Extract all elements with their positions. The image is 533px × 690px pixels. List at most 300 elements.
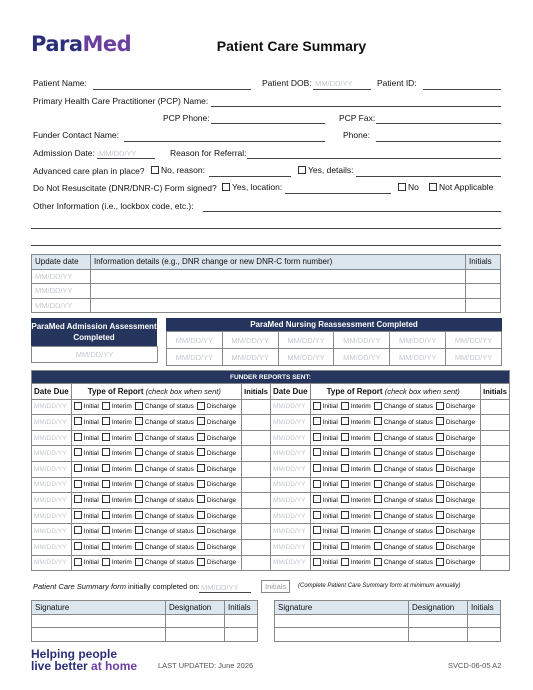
date-due-cell[interactable]: MM/DD/YY <box>270 524 310 540</box>
initials-cell[interactable] <box>466 284 501 299</box>
table-row <box>32 493 510 509</box>
patient-id-field[interactable] <box>423 89 501 90</box>
report-type-option[interactable]: Initial <box>313 419 338 426</box>
checkbox-icon[interactable] <box>135 495 143 503</box>
checkbox-icon[interactable] <box>374 402 382 410</box>
report-type-option[interactable]: Change of status <box>374 435 433 442</box>
reason-referral-field[interactable] <box>247 158 501 159</box>
date-due-cell[interactable]: MM/DD/YY <box>270 461 310 477</box>
completed-date-field[interactable] <box>199 592 251 593</box>
checkbox-icon[interactable] <box>102 448 110 456</box>
report-type-option[interactable]: Discharge <box>436 497 475 504</box>
dnr-location-field[interactable] <box>285 193 391 194</box>
checkbox-icon[interactable] <box>102 417 110 425</box>
patient-name-field[interactable] <box>93 89 251 90</box>
admission-assessment-date[interactable]: MM/DD/YY <box>31 346 158 363</box>
initials-cell[interactable] <box>481 430 510 446</box>
initials-cell[interactable] <box>468 628 501 642</box>
date-due-cell[interactable]: MM/DD/YY <box>270 446 310 462</box>
checkbox-icon[interactable] <box>341 558 349 566</box>
initials-cell[interactable] <box>242 477 271 493</box>
report-type-option[interactable]: Initial <box>313 559 338 566</box>
checkbox-icon[interactable] <box>151 166 159 174</box>
patient-dob-placeholder: MM/DD/YY <box>315 79 353 88</box>
report-type-option[interactable]: Initial <box>74 513 99 520</box>
checkbox-icon[interactable] <box>197 542 205 550</box>
checkbox-icon[interactable] <box>74 511 82 519</box>
report-type-option[interactable]: Discharge <box>197 497 236 504</box>
report-type-option[interactable]: Interim <box>341 419 371 426</box>
date-due-cell[interactable]: MM/DD/YY <box>270 555 310 571</box>
checkbox-icon[interactable] <box>374 433 382 441</box>
report-type-option[interactable]: Discharge <box>197 419 236 426</box>
report-type-option[interactable]: Initial <box>313 513 338 520</box>
initials-cell[interactable] <box>242 539 271 555</box>
checkbox-icon[interactable] <box>197 480 205 488</box>
date-due-cell[interactable]: MM/DD/YY <box>32 539 72 555</box>
checkbox-icon[interactable] <box>74 433 82 441</box>
report-type-option[interactable]: Discharge <box>436 544 475 551</box>
checkbox-icon[interactable] <box>74 558 82 566</box>
checkbox-icon[interactable] <box>197 417 205 425</box>
date-due-cell[interactable]: MM/DD/YY <box>32 524 72 540</box>
report-type-option[interactable]: Change of status <box>135 450 194 457</box>
report-type-option[interactable]: Initial <box>74 435 99 442</box>
date-due-cell[interactable]: MM/DD/YY <box>270 539 310 555</box>
initials-cell[interactable] <box>481 555 510 571</box>
initials-cell[interactable] <box>481 415 510 431</box>
checkbox-icon[interactable] <box>102 526 110 534</box>
checkbox-icon[interactable] <box>135 542 143 550</box>
checkbox-icon[interactable] <box>102 511 110 519</box>
checkbox-icon[interactable] <box>197 402 205 410</box>
checkbox-icon[interactable] <box>313 433 321 441</box>
checkbox-icon[interactable] <box>436 464 444 472</box>
checkbox-icon[interactable] <box>74 542 82 550</box>
report-type-option[interactable]: Initial <box>74 528 99 535</box>
funder-reports-title: FUNDER REPORTS SENT: <box>32 371 510 384</box>
checkbox-icon[interactable] <box>197 558 205 566</box>
report-type-option[interactable]: Interim <box>102 513 132 520</box>
checkbox-icon[interactable] <box>135 526 143 534</box>
report-type-option[interactable]: Interim <box>102 481 132 488</box>
checkbox-icon[interactable] <box>436 417 444 425</box>
reassessment-date-cell[interactable]: MM/DD/YY <box>334 349 390 366</box>
checkbox-icon[interactable] <box>374 495 382 503</box>
report-type-option[interactable]: Change of status <box>374 450 433 457</box>
initials-cell[interactable] <box>242 555 271 571</box>
report-type-option[interactable]: Interim <box>341 497 371 504</box>
checkbox-icon[interactable] <box>197 495 205 503</box>
date-due-cell[interactable]: MM/DD/YY <box>270 508 310 524</box>
care-plan-yes-details-field[interactable] <box>356 176 501 177</box>
report-type-option[interactable]: Interim <box>341 559 371 566</box>
initials-cell[interactable] <box>481 399 510 415</box>
checkbox-icon[interactable] <box>374 417 382 425</box>
initials-cell[interactable] <box>242 430 271 446</box>
initials-cell[interactable] <box>242 415 271 431</box>
initials-header: Initials <box>468 601 501 615</box>
checkbox-icon[interactable] <box>374 526 382 534</box>
report-type-option[interactable]: Discharge <box>197 481 236 488</box>
report-type-option[interactable]: Initial <box>74 544 99 551</box>
date-due-cell[interactable]: MM/DD/YY <box>32 493 72 509</box>
report-type-option[interactable]: Change of status <box>135 528 194 535</box>
checkbox-icon[interactable] <box>436 542 444 550</box>
checkbox-icon[interactable] <box>102 542 110 550</box>
report-type-option[interactable]: Interim <box>341 513 371 520</box>
checkbox-icon[interactable] <box>436 511 444 519</box>
date-due-cell[interactable]: MM/DD/YY <box>32 430 72 446</box>
dnr-yes-option[interactable]: Yes, location: <box>222 182 282 192</box>
date-cell[interactable]: MM/DD/YY <box>32 298 91 313</box>
report-type-option[interactable]: Change of status <box>135 466 194 473</box>
checkbox-icon[interactable] <box>398 183 406 191</box>
report-type-option[interactable]: Change of status <box>135 481 194 488</box>
report-type-option[interactable]: Initial <box>313 466 338 473</box>
dnr-not-applicable-option[interactable]: Not Applicable <box>429 182 493 192</box>
report-type-option[interactable]: Initial <box>313 481 338 488</box>
checkbox-icon[interactable] <box>313 526 321 534</box>
initials-cell[interactable] <box>466 269 501 284</box>
checkbox-icon[interactable] <box>74 417 82 425</box>
initials-cell[interactable] <box>242 493 271 509</box>
checkbox-icon[interactable] <box>102 480 110 488</box>
other-info-line-3[interactable] <box>31 245 501 246</box>
date-due-cell[interactable]: MM/DD/YY <box>32 415 72 431</box>
checkbox-icon[interactable] <box>341 511 349 519</box>
report-type-cell <box>310 524 480 540</box>
date-cell[interactable]: MM/DD/YY <box>32 269 91 284</box>
report-type-option[interactable]: Interim <box>102 466 132 473</box>
reassessment-date-cell[interactable]: MM/DD/YY <box>167 349 223 366</box>
initials-cell[interactable] <box>225 628 258 642</box>
details-cell[interactable] <box>91 284 466 299</box>
other-info-field[interactable] <box>203 211 501 212</box>
report-type-option[interactable]: Change of status <box>135 559 194 566</box>
date-due-cell[interactable]: MM/DD/YY <box>270 415 310 431</box>
report-type-option[interactable]: Initial <box>313 497 338 504</box>
checkbox-icon[interactable] <box>74 480 82 488</box>
date-due-cell[interactable]: MM/DD/YY <box>270 399 310 415</box>
report-type-option[interactable]: Interim <box>102 528 132 535</box>
checkbox-icon[interactable] <box>436 402 444 410</box>
report-type-option[interactable]: Change of status <box>374 559 433 566</box>
report-type-option[interactable]: Discharge <box>436 528 475 535</box>
care-plan-no-option[interactable]: No, reason: <box>151 165 205 175</box>
report-type-option[interactable]: Discharge <box>436 559 475 566</box>
checkbox-icon[interactable] <box>313 448 321 456</box>
admission-date-field[interactable] <box>97 158 155 159</box>
report-type-option[interactable]: Initial <box>74 419 99 426</box>
report-type-option[interactable]: Discharge <box>197 435 236 442</box>
report-type-option[interactable]: Change of status <box>135 513 194 520</box>
initials-cell[interactable] <box>225 614 258 628</box>
checkbox-icon[interactable] <box>74 402 82 410</box>
report-type-option[interactable]: Change of status <box>374 528 433 535</box>
signature-cell[interactable] <box>32 614 166 628</box>
report-type-option[interactable]: Interim <box>102 403 132 410</box>
checkbox-icon[interactable] <box>436 558 444 566</box>
initials-cell[interactable] <box>242 399 271 415</box>
checkbox-icon[interactable] <box>135 480 143 488</box>
checkbox-icon[interactable] <box>313 402 321 410</box>
report-type-option[interactable]: Discharge <box>436 481 475 488</box>
checkbox-icon[interactable] <box>135 448 143 456</box>
checkbox-icon[interactable] <box>374 480 382 488</box>
checkbox-icon[interactable] <box>341 433 349 441</box>
checkbox-icon[interactable] <box>374 558 382 566</box>
initials-header: Initials <box>466 255 501 270</box>
report-type-option[interactable]: Discharge <box>436 419 475 426</box>
report-type-option[interactable]: Change of status <box>374 403 433 410</box>
date-due-cell[interactable]: MM/DD/YY <box>270 430 310 446</box>
checkbox-icon[interactable] <box>374 448 382 456</box>
checkbox-icon[interactable] <box>341 480 349 488</box>
initials-cell[interactable] <box>481 524 510 540</box>
details-cell[interactable] <box>91 298 466 313</box>
checkbox-icon[interactable] <box>135 417 143 425</box>
report-type-cell <box>71 461 241 477</box>
reassessment-date-cell[interactable]: MM/DD/YY <box>278 332 334 349</box>
report-type-option[interactable]: Discharge <box>197 528 236 535</box>
checkbox-icon[interactable] <box>341 464 349 472</box>
checkbox-icon[interactable] <box>341 448 349 456</box>
report-type-option[interactable]: Initial <box>313 544 338 551</box>
checkbox-icon[interactable] <box>197 511 205 519</box>
report-type-option[interactable]: Discharge <box>436 435 475 442</box>
report-type-option[interactable]: Change of status <box>374 544 433 551</box>
table-row <box>32 446 510 462</box>
care-plan-no-reason-field[interactable] <box>209 176 291 177</box>
checkbox-icon[interactable] <box>341 402 349 410</box>
date-due-cell[interactable]: MM/DD/YY <box>32 399 72 415</box>
checkbox-icon[interactable] <box>436 495 444 503</box>
other-info-line-2[interactable] <box>31 228 501 229</box>
patient-dob-field[interactable] <box>313 89 371 90</box>
initials-cell[interactable] <box>481 508 510 524</box>
report-type-option[interactable]: Initial <box>74 450 99 457</box>
checkbox-icon[interactable] <box>313 417 321 425</box>
pcp-name-field[interactable] <box>211 106 501 107</box>
initials-cell[interactable] <box>242 524 271 540</box>
reassessment-date-cell[interactable]: MM/DD/YY <box>278 349 334 366</box>
admission-date-placeholder: MM/DD/YY <box>99 149 137 158</box>
report-type-option[interactable]: Interim <box>341 450 371 457</box>
checkbox-icon[interactable] <box>313 511 321 519</box>
initials-cell[interactable] <box>466 298 501 313</box>
checkbox-icon[interactable] <box>436 480 444 488</box>
report-type-option[interactable]: Change of status <box>135 403 194 410</box>
table-row <box>32 477 510 493</box>
report-type-option[interactable]: Interim <box>102 450 132 457</box>
report-type-option[interactable]: Interim <box>341 466 371 473</box>
initials-cell[interactable] <box>468 614 501 628</box>
report-type-option[interactable]: Change of status <box>135 435 194 442</box>
checkbox-icon[interactable] <box>197 464 205 472</box>
initials-cell[interactable] <box>481 493 510 509</box>
report-type-option[interactable]: Change of status <box>374 513 433 520</box>
reassessment-date-cell[interactable]: MM/DD/YY <box>167 332 223 349</box>
checkbox-icon[interactable] <box>341 526 349 534</box>
checkbox-icon[interactable] <box>313 495 321 503</box>
completed-initials-box[interactable]: Initials <box>261 580 290 593</box>
report-type-option[interactable]: Interim <box>341 403 371 410</box>
signature-cell[interactable] <box>32 628 166 642</box>
date-due-header: Date Due <box>32 384 72 400</box>
report-type-option[interactable]: Change of status <box>374 481 433 488</box>
report-type-option[interactable]: Change of status <box>374 419 433 426</box>
checkbox-icon[interactable] <box>102 402 110 410</box>
checkbox-icon[interactable] <box>102 558 110 566</box>
checkbox-icon[interactable] <box>222 183 230 191</box>
report-type-option[interactable]: Discharge <box>197 559 236 566</box>
reassessment-date-cell[interactable]: MM/DD/YY <box>334 332 390 349</box>
checkbox-icon[interactable] <box>74 526 82 534</box>
checkbox-icon[interactable] <box>197 433 205 441</box>
report-type-option[interactable]: Discharge <box>197 466 236 473</box>
report-type-option[interactable]: Initial <box>74 559 99 566</box>
report-type-option[interactable]: Initial <box>313 403 338 410</box>
checkbox-icon[interactable] <box>313 542 321 550</box>
report-type-option[interactable]: Initial <box>313 435 338 442</box>
reassessment-table <box>166 331 502 366</box>
report-type-option[interactable]: Interim <box>102 435 132 442</box>
initials-cell[interactable] <box>242 461 271 477</box>
date-due-cell[interactable]: MM/DD/YY <box>32 508 72 524</box>
checkbox-icon[interactable] <box>135 433 143 441</box>
dnr-no-option[interactable]: No <box>398 182 419 192</box>
checkbox-icon[interactable] <box>102 464 110 472</box>
report-type-option[interactable]: Initial <box>74 466 99 473</box>
reassessment-grid <box>166 331 502 361</box>
date-due-cell[interactable]: MM/DD/YY <box>32 555 72 571</box>
report-type-option[interactable]: Discharge <box>436 403 475 410</box>
checkbox-icon[interactable] <box>436 433 444 441</box>
care-plan-yes-option[interactable]: Yes, details: <box>298 165 354 175</box>
designation-cell[interactable] <box>409 614 468 628</box>
report-type-option[interactable]: Initial <box>74 481 99 488</box>
signature-cell[interactable] <box>275 628 409 642</box>
checkbox-icon[interactable] <box>197 448 205 456</box>
checkbox-icon[interactable] <box>102 495 110 503</box>
report-type-option[interactable]: Change of status <box>374 497 433 504</box>
checkbox-icon[interactable] <box>313 464 321 472</box>
checkbox-icon[interactable] <box>102 433 110 441</box>
report-type-option[interactable]: Discharge <box>436 466 475 473</box>
report-type-option[interactable]: Initial <box>74 497 99 504</box>
report-type-option[interactable]: Discharge <box>436 450 475 457</box>
report-type-option[interactable]: Interim <box>102 559 132 566</box>
report-type-option[interactable]: Discharge <box>197 403 236 410</box>
checkbox-icon[interactable] <box>313 480 321 488</box>
report-type-option[interactable]: Change of status <box>135 544 194 551</box>
initials-cell[interactable] <box>481 539 510 555</box>
pcp-fax-field[interactable] <box>376 123 501 124</box>
reassessment-date-cell[interactable]: MM/DD/YY <box>222 349 278 366</box>
checkbox-icon[interactable] <box>429 183 437 191</box>
table-row <box>32 284 501 299</box>
checkbox-icon[interactable] <box>74 448 82 456</box>
report-type-option[interactable]: Interim <box>341 435 371 442</box>
table-row <box>32 628 258 642</box>
form-code: SVCD-06-05 A2 <box>448 661 502 670</box>
checkbox-icon[interactable] <box>74 464 82 472</box>
date-cell[interactable]: MM/DD/YY <box>32 284 91 299</box>
report-type-option[interactable]: Interim <box>341 481 371 488</box>
date-due-cell[interactable]: MM/DD/YY <box>270 477 310 493</box>
report-type-option[interactable]: Change of status <box>135 419 194 426</box>
reassessment-date-cell[interactable]: MM/DD/YY <box>446 349 502 366</box>
initials-cell[interactable] <box>481 477 510 493</box>
reassessment-date-cell[interactable]: MM/DD/YY <box>390 332 446 349</box>
details-cell[interactable] <box>91 269 466 284</box>
initials-cell[interactable] <box>481 461 510 477</box>
checkbox-icon[interactable] <box>197 526 205 534</box>
checkbox-icon[interactable] <box>298 166 306 174</box>
checkbox-icon[interactable] <box>436 526 444 534</box>
report-type-option[interactable]: Interim <box>341 528 371 535</box>
report-type-option[interactable]: Change of status <box>135 497 194 504</box>
signature-cell[interactable] <box>275 614 409 628</box>
reassessment-date-cell[interactable]: MM/DD/YY <box>222 332 278 349</box>
date-due-cell[interactable]: MM/DD/YY <box>270 493 310 509</box>
report-type-option[interactable]: Discharge <box>197 544 236 551</box>
report-type-option[interactable]: Interim <box>341 544 371 551</box>
initials-cell[interactable] <box>242 508 271 524</box>
checkbox-icon[interactable] <box>135 464 143 472</box>
reassessment-date-cell[interactable]: MM/DD/YY <box>446 332 502 349</box>
phone-field[interactable] <box>376 141 501 142</box>
report-type-option[interactable]: Interim <box>102 419 132 426</box>
checkbox-icon[interactable] <box>74 495 82 503</box>
funder-contact-field[interactable] <box>124 141 325 142</box>
checkbox-icon[interactable] <box>313 558 321 566</box>
reassessment-header: ParaMed Nursing Reassessment Completed <box>166 318 502 331</box>
date-due-cell[interactable]: MM/DD/YY <box>32 477 72 493</box>
checkbox-icon[interactable] <box>135 511 143 519</box>
pcp-phone-field[interactable] <box>211 123 325 124</box>
report-type-option[interactable]: Initial <box>313 450 338 457</box>
checkbox-icon[interactable] <box>436 448 444 456</box>
checkbox-icon[interactable] <box>374 511 382 519</box>
report-type-option[interactable]: Initial <box>313 528 338 535</box>
report-type-option[interactable]: Interim <box>102 544 132 551</box>
checkbox-icon[interactable] <box>135 402 143 410</box>
report-type-option[interactable]: Change of status <box>374 466 433 473</box>
checkbox-icon[interactable] <box>341 495 349 503</box>
signature-header: Signature <box>275 601 409 615</box>
checkbox-icon[interactable] <box>374 464 382 472</box>
date-due-cell[interactable]: MM/DD/YY <box>32 446 72 462</box>
report-type-option[interactable]: Interim <box>102 497 132 504</box>
checkbox-icon[interactable] <box>135 558 143 566</box>
report-type-option[interactable]: Discharge <box>197 513 236 520</box>
checkbox-icon[interactable] <box>341 417 349 425</box>
designation-cell[interactable] <box>166 614 225 628</box>
reassessment-date-cell[interactable]: MM/DD/YY <box>390 349 446 366</box>
report-type-option[interactable]: Discharge <box>436 513 475 520</box>
designation-cell[interactable] <box>166 628 225 642</box>
initials-cell[interactable] <box>481 446 510 462</box>
report-type-option[interactable]: Discharge <box>197 450 236 457</box>
designation-cell[interactable] <box>409 628 468 642</box>
report-type-option[interactable]: Initial <box>74 403 99 410</box>
initials-cell[interactable] <box>242 446 271 462</box>
date-due-cell[interactable]: MM/DD/YY <box>32 461 72 477</box>
checkbox-icon[interactable] <box>374 542 382 550</box>
checkbox-icon[interactable] <box>341 542 349 550</box>
